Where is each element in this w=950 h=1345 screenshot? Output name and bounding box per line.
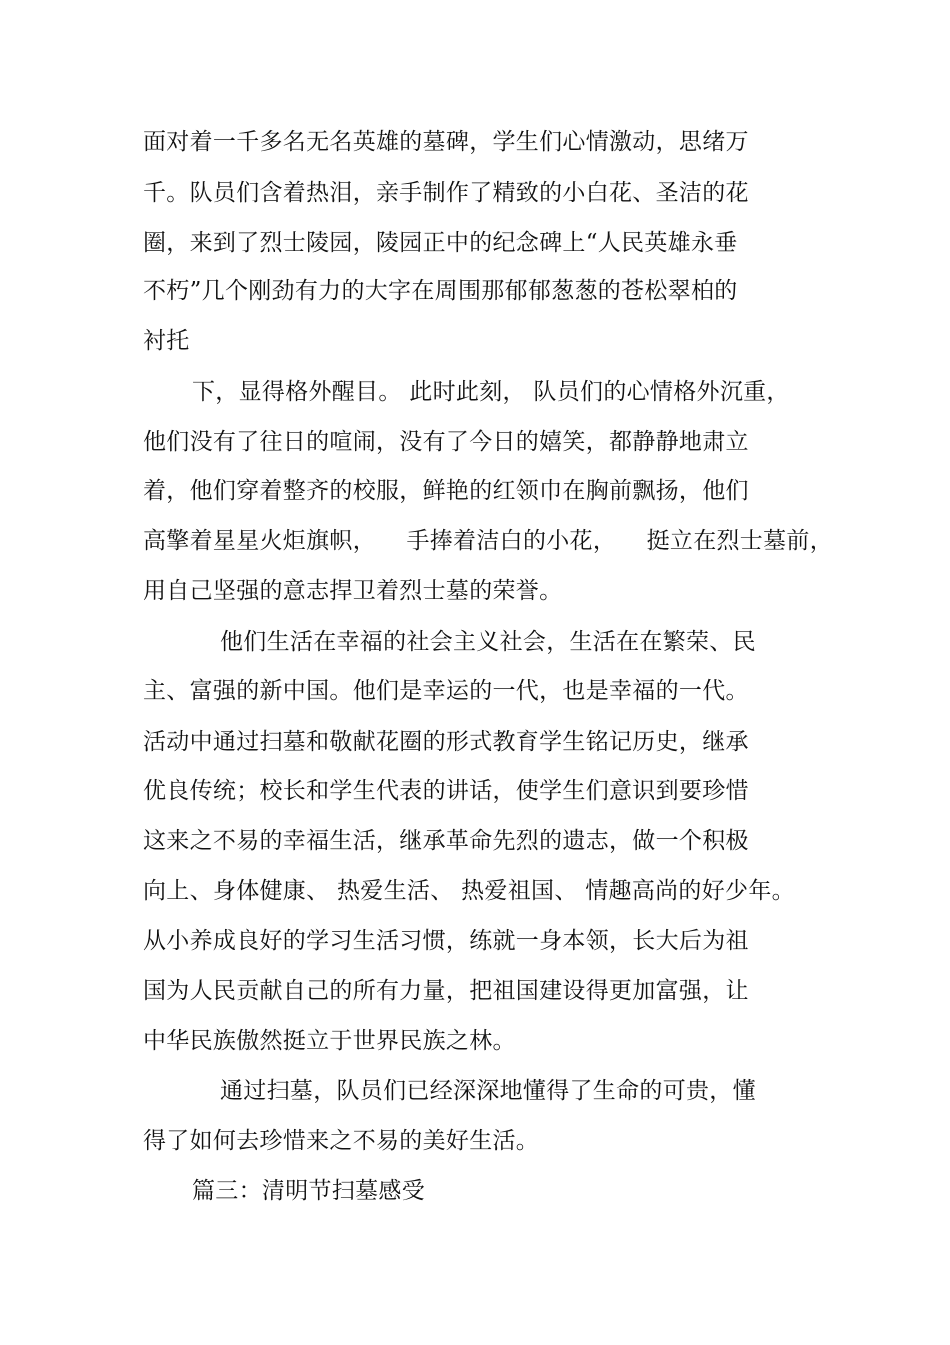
text-line: 通过扫墓，队员们已经深深地懂得了生命的可贵，懂 bbox=[220, 1078, 756, 1104]
text-line: 国为人民贡献自己的所有力量，把祖国建设得更加富强，让 bbox=[143, 978, 749, 1004]
text-line: 这来之不易的幸福生活，继承革命先烈的遗志，做一个积极 bbox=[143, 828, 749, 854]
text-line: 千。队员们含着热泪，亲手制作了精致的小白花、圣洁的花 bbox=[143, 180, 749, 206]
text-line: 着，他们穿着整齐的校服，鲜艳的红领巾在胸前飘扬，他们 bbox=[143, 478, 749, 504]
text-line: 主、富强的新中国。他们是幸运的一代，也是幸福的一代。 bbox=[143, 678, 749, 704]
text-line: 从小养成良好的学习生活习惯，练就一身本领，长大后为祖 bbox=[143, 928, 749, 954]
text-line: 用自己坚强的意志捍卫着烈士墓的荣誉。 bbox=[143, 578, 563, 604]
text-line: 他们没有了往日的喧闹，没有了今日的嬉笑，都静静地肃立 bbox=[143, 429, 749, 455]
text-line: 高擎着星星火炬旗帜， 手捧着洁白的小花， 挺立在烈士墓前， bbox=[143, 528, 833, 554]
text-line: 圈，来到了烈士陵园，陵园正中的纪念碑上“人民英雄永垂 bbox=[143, 230, 738, 256]
text-line: 面对着一千多名无名英雄的墓碑，学生们心情激动，思绪万 bbox=[143, 129, 749, 155]
text-line: 得了如何去珍惜来之不易的美好生活。 bbox=[143, 1128, 540, 1154]
text-line: 向上、身体健康、 热爱生活、 热爱祖国、 情趣高尚的好少年。 bbox=[143, 878, 795, 904]
text-line: 中华民族傲然挺立于世界民族之林。 bbox=[143, 1028, 516, 1054]
text-line: 活动中通过扫墓和敬献花圈的形式教育学生铭记历史，继承 bbox=[143, 729, 749, 755]
text-line: 他们生活在幸福的社会主义社会，生活在在繁荣、民 bbox=[220, 629, 756, 655]
text-line: 不朽”几个刚劲有力的大字在周围那郁郁葱葱的苍松翠柏的 bbox=[143, 278, 738, 304]
text-line: 优良传统；校长和学生代表的讲话，使学生们意识到要珍惜 bbox=[143, 778, 749, 804]
text-line: 下，显得格外醒目。 此时此刻， 队员们的心情格外沉重， bbox=[192, 379, 790, 405]
text-line: 衬托 bbox=[143, 328, 190, 354]
section-heading: 篇三：清明节扫墓感受 bbox=[192, 1178, 425, 1204]
